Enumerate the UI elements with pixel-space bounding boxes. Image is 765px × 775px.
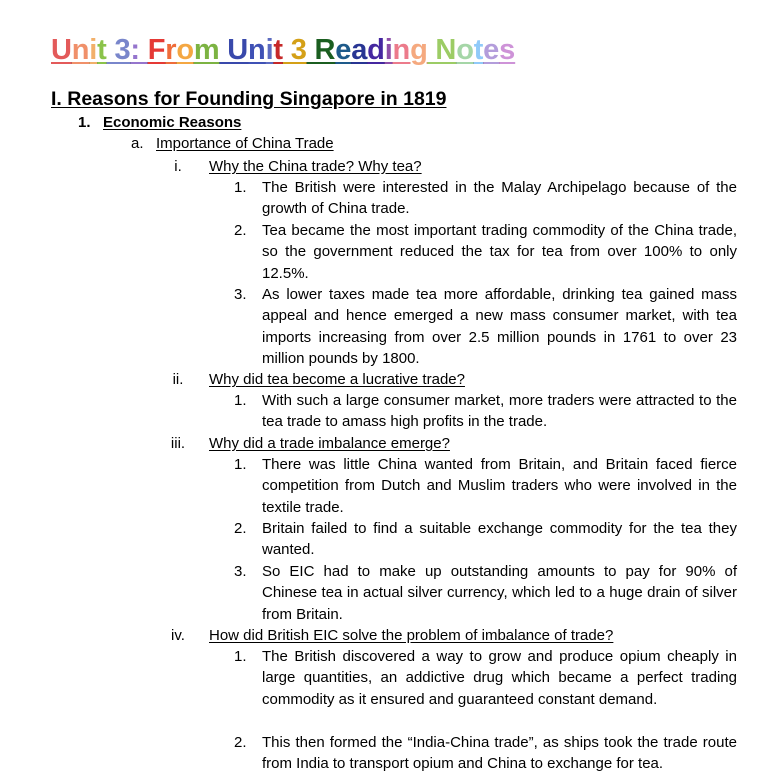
title-segment: t (97, 34, 107, 66)
list-marker: a. (131, 135, 144, 152)
point-text: As lower taxes made tea more affordable, drinking tea gained mass appeal and hence emerged a new mass consumer market, with tea imports increasing from over 2.5 million pounds in 1761 to over 23 million pounds by 1800. (262, 286, 737, 367)
title-segment: n (71, 34, 90, 66)
point-text: There was little China wanted from Britain, and Britain faced fierce competition from Dutch and Muslim traders who were involved in the textile trade. (262, 456, 737, 516)
list-item-level1 (78, 114, 241, 132)
question-item (166, 369, 746, 390)
question-text: How did British EIC solve the problem of imbalance of trade? (209, 627, 614, 644)
title-segment: r (165, 34, 177, 66)
title-segment: 3 (282, 34, 307, 66)
document-title (51, 32, 515, 68)
point-text: With such a large consumer market, more traders were attracted to the tea trade to amass high profits in the trade. (262, 392, 737, 431)
title-segment: e (483, 34, 500, 66)
title-segment: s (499, 34, 516, 66)
list-marker: 3. (234, 563, 247, 580)
point-text: Britain failed to find a suitable exchange commodity for the tea they wanted. (262, 520, 737, 559)
list-marker: i. (174, 158, 182, 175)
title-segment: : (130, 34, 148, 66)
question-text: Why the China trade? Why tea? (209, 158, 422, 175)
list-marker: 2. (234, 222, 247, 239)
title-segment: N (427, 34, 457, 66)
section-heading: I. Reasons for Founding Singapore in 1819 (51, 88, 447, 110)
title-segment: F (147, 34, 166, 66)
title-segment: R (306, 34, 336, 66)
list-marker: 1. (234, 456, 247, 473)
point-item (234, 732, 737, 775)
list-marker: iii. (170, 435, 186, 452)
title-segment: t (473, 34, 484, 66)
list-marker: 1. (78, 114, 91, 131)
title-segment: o (456, 34, 474, 66)
point-item (234, 220, 737, 284)
point-text: This then formed the “India-China trade”, as ships took the trade route from India to transport opium and China to exchange for tea. (262, 734, 737, 773)
point-item (234, 518, 737, 561)
list-marker: 3. (234, 286, 247, 303)
title-segment: a (351, 34, 368, 66)
question-item (166, 156, 746, 177)
title-segment: i (265, 34, 274, 66)
list-marker: 1. (234, 392, 247, 409)
list-marker: iv. (171, 627, 185, 644)
point-item (234, 454, 737, 518)
question-item (166, 625, 746, 646)
title-segment: n (392, 34, 411, 66)
title-segment: 3 (106, 34, 131, 66)
title-segment: t (273, 34, 283, 66)
question-text: Why did a trade imbalance emerge? (209, 435, 450, 452)
point-item (234, 561, 737, 625)
title-segment: m (193, 34, 220, 66)
point-text: The British were interested in the Malay Archipelago because of the growth of China trade. (262, 179, 737, 218)
list-item-level2 (131, 135, 334, 153)
title-segment: d (367, 34, 385, 66)
title-segment: n (248, 34, 266, 66)
point-item (234, 390, 737, 433)
list-item-text: Importance of China Trade (156, 135, 334, 152)
title-segment: U (51, 34, 72, 66)
list-marker: 1. (234, 648, 247, 665)
title-segment: e (335, 34, 352, 66)
title-segment: g (410, 34, 428, 66)
title-segment: U (219, 34, 249, 66)
title-segment: o (176, 34, 194, 66)
title-segment: i (384, 34, 393, 66)
list-marker: 2. (234, 734, 247, 751)
list-marker: ii. (172, 371, 184, 388)
list-marker: 2. (234, 520, 247, 537)
list-marker: 1. (234, 179, 247, 196)
list-item-text: Economic Reasons (103, 114, 242, 131)
question-text: Why did tea become a lucrative trade? (209, 371, 465, 388)
point-text: Tea became the most important trading commodity of the China trade, so the government reduced the tax for tea from over 100% to only 12.5%. (262, 222, 737, 282)
question-item (166, 433, 746, 454)
point-item (234, 284, 737, 369)
title-segment: i (89, 34, 98, 66)
point-item (234, 646, 737, 710)
point-text: So EIC had to make up outstanding amounts to pay for 90% of Chinese tea in actual silver currency, which led to a huge drain of silver from Britain. (262, 563, 737, 623)
point-text: The British discovered a way to grow and produce opium cheaply in large quantities, an addictive drug which became a perfect trading commodity as it ensured and guaranteed constant demand. (262, 648, 737, 708)
point-item (234, 177, 737, 220)
